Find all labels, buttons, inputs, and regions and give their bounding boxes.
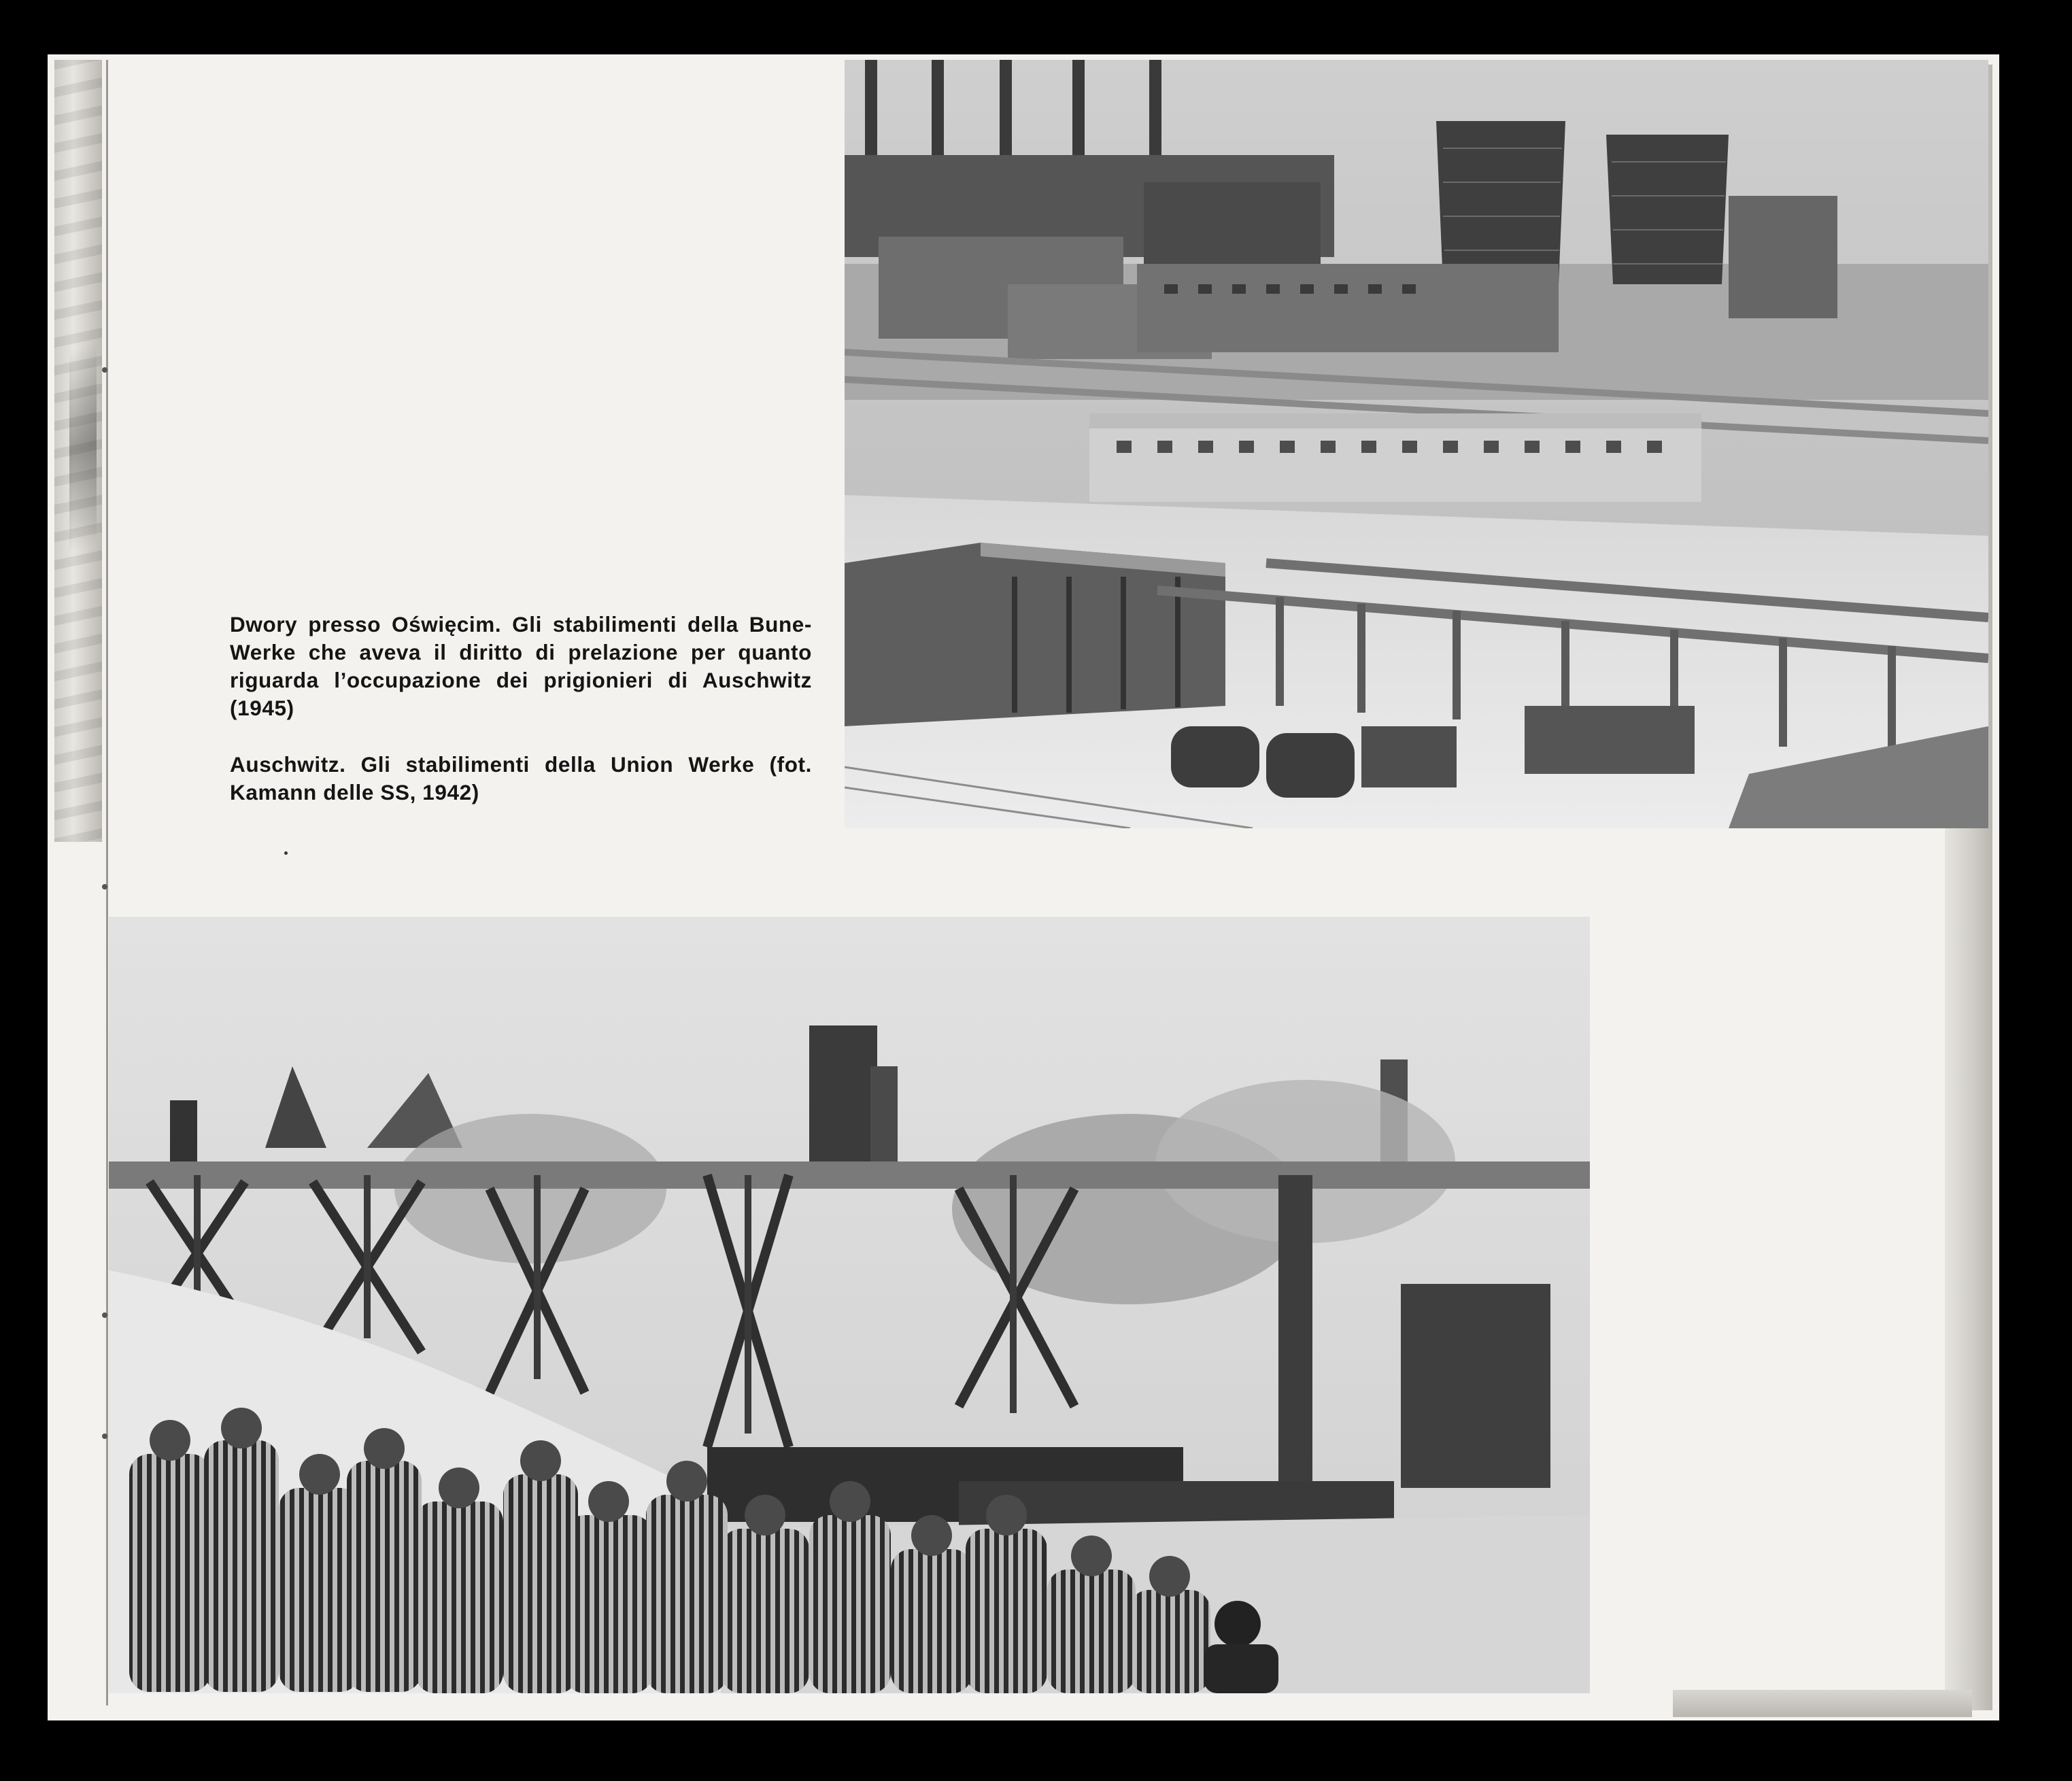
book-fold-line: [106, 60, 108, 1706]
photo-industrial-plant: [845, 60, 1988, 828]
binding-stitch: [102, 367, 107, 373]
caption-dwory-bune-werke: Dwory presso Oświęcim. Gli stabilimenti della Bune-Werke che aveva il diritto di prelazione per quanto riguarda l’occupazione dei prigionieri di Auschwitz (1945): [230, 612, 812, 720]
print-speck: [284, 851, 288, 855]
caption-block: [230, 611, 812, 807]
industrial-plant-illustration: [845, 60, 1988, 828]
underlying-page-bottom-edge: [1673, 1690, 1972, 1717]
facing-page-photo-sliver: [54, 60, 102, 842]
binding-stitch: [102, 1434, 107, 1439]
binding-stitch: [102, 1312, 107, 1318]
prisoners-scene-illustration: [109, 917, 1590, 1693]
photo-union-werke-prisoners: [109, 917, 1590, 1693]
binding-stitch: [102, 884, 107, 889]
sliver-shadow: [69, 341, 97, 554]
caption-auschwitz-union-werke: Auschwitz. Gli stabilimenti della Union Werke (fot. Kamann delle SS, 1942): [230, 752, 812, 804]
